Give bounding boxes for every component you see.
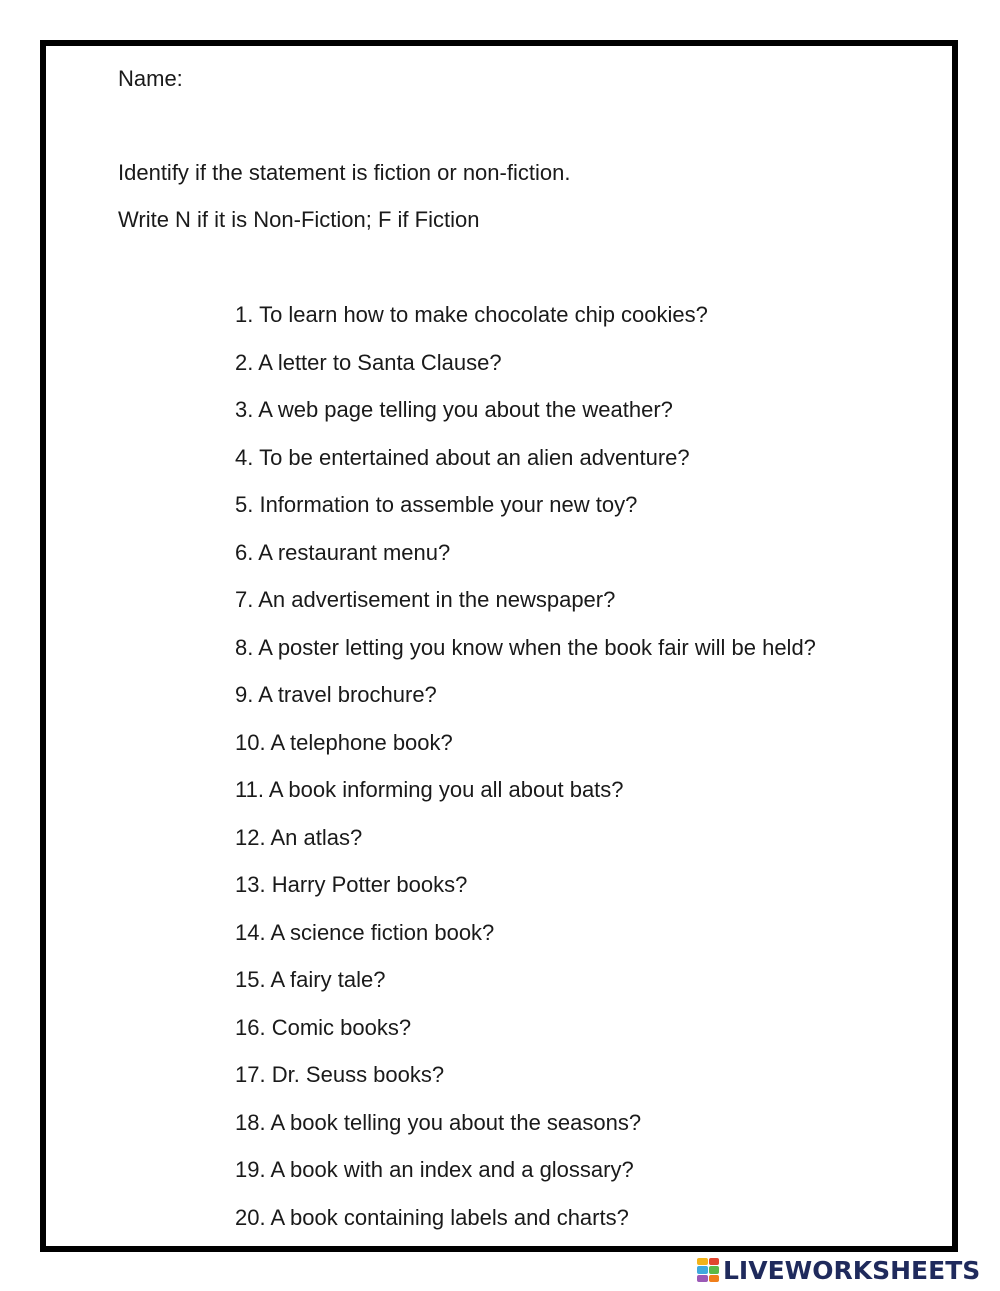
liveworksheets-logo-text: LIVEWORKSHEETS	[723, 1255, 981, 1285]
question-item: 1. To learn how to make chocolate chip cookies?	[235, 302, 708, 327]
question-item: 5. Information to assemble your new toy?	[235, 492, 638, 517]
question-item: 10. A telephone book?	[235, 729, 453, 755]
question-item: 16. Comic books?	[235, 1014, 412, 1040]
instruction-line-1: Identify if the statement is fiction or non-fiction.	[118, 160, 571, 185]
instruction-line-2: Write N if it is Non-Fiction; F if Fiction	[118, 207, 480, 232]
question-item: 3. A web page telling you about the weather?	[235, 397, 673, 422]
question-item: 15. A fairy tale?	[235, 967, 386, 992]
question-item: 13. Harry Potter books?	[235, 872, 468, 897]
question-list	[235, 302, 816, 1252]
name-label: Name:	[118, 66, 183, 91]
question-item: 18. A book telling you about the seasons?	[235, 1109, 642, 1135]
question-item: 14. A science fiction book?	[235, 919, 495, 945]
question-item: 12. An atlas?	[235, 824, 363, 850]
question-item: 11. A book informing you all about bats?	[235, 777, 624, 802]
question-item: 4. To be entertained about an alien adventure?	[235, 444, 690, 470]
question-item: 8. A poster letting you know when the book fair will be held?	[235, 634, 816, 660]
liveworksheets-logo-icon	[697, 1258, 719, 1282]
worksheet-frame	[40, 40, 958, 1252]
question-item: 7. An advertisement in the newspaper?	[235, 587, 616, 612]
question-item: 9. A travel brochure?	[235, 682, 437, 707]
question-item: 2. A letter to Santa Clause?	[235, 349, 502, 375]
question-item: 20. A book containing labels and charts?	[235, 1204, 629, 1230]
question-item: 17. Dr. Seuss books?	[235, 1062, 445, 1087]
question-item: 19. A book with an index and a glossary?	[235, 1157, 634, 1182]
liveworksheets-logo[interactable]	[697, 1256, 980, 1284]
question-item: 6. A restaurant menu?	[235, 539, 451, 565]
